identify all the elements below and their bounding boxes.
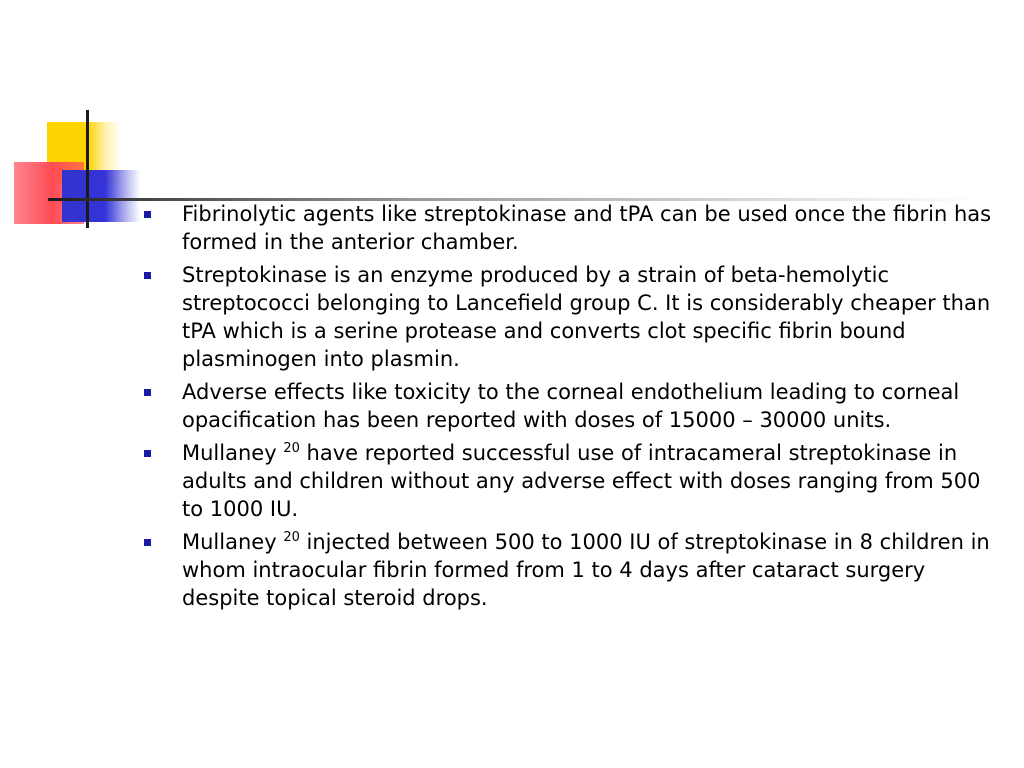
bullet-item — [140, 528, 1000, 612]
slide-body — [140, 200, 1000, 617]
bullet-item — [140, 439, 1000, 523]
square-bullet-icon — [144, 389, 151, 396]
bullet-text-rest: injected between 500 to 1000 IU of streptokinase in 8 children in whom intraocular fibrin formed from 1 to 4 days after cataract surgery despite topical steroid drops. — [182, 530, 990, 610]
square-bullet-icon — [144, 211, 151, 218]
square-bullet-icon — [144, 272, 151, 279]
bullet-item — [140, 261, 1000, 373]
bullet-item — [140, 378, 1000, 434]
bullet-list — [140, 200, 1000, 612]
citation-superscript: 20 — [283, 441, 300, 456]
vertical-rule-decoration — [86, 110, 89, 228]
bullet-text-lead: Mullaney — [182, 530, 284, 554]
bullet-text: Fibrinolytic agents like streptokinase and tPA can be used once the fibrin has formed in the anterior chamber. — [182, 202, 992, 254]
square-bullet-icon — [144, 539, 151, 546]
blue-square-decoration — [62, 170, 140, 222]
bullet-text: Streptokinase is an enzyme produced by a strain of beta-hemolytic streptococci belonging to Lancefield group C. It is considerably cheaper than tPA which is a serine protease and converts clot specific fibrin bound plasminogen into plasmin. — [182, 263, 991, 371]
bullet-text-rest: have reported successful use of intracameral streptokinase in adults and children without any adverse effect with doses ranging from 500 to 1000 IU. — [182, 441, 981, 521]
bullet-item — [140, 200, 1000, 256]
bullet-text: Adverse effects like toxicity to the corneal endothelium leading to corneal opacification has been reported with doses of 15000 – 30000 units. — [182, 380, 960, 432]
bullet-text-lead: Mullaney — [182, 441, 284, 465]
square-bullet-icon — [144, 450, 151, 457]
citation-superscript: 20 — [283, 530, 300, 545]
